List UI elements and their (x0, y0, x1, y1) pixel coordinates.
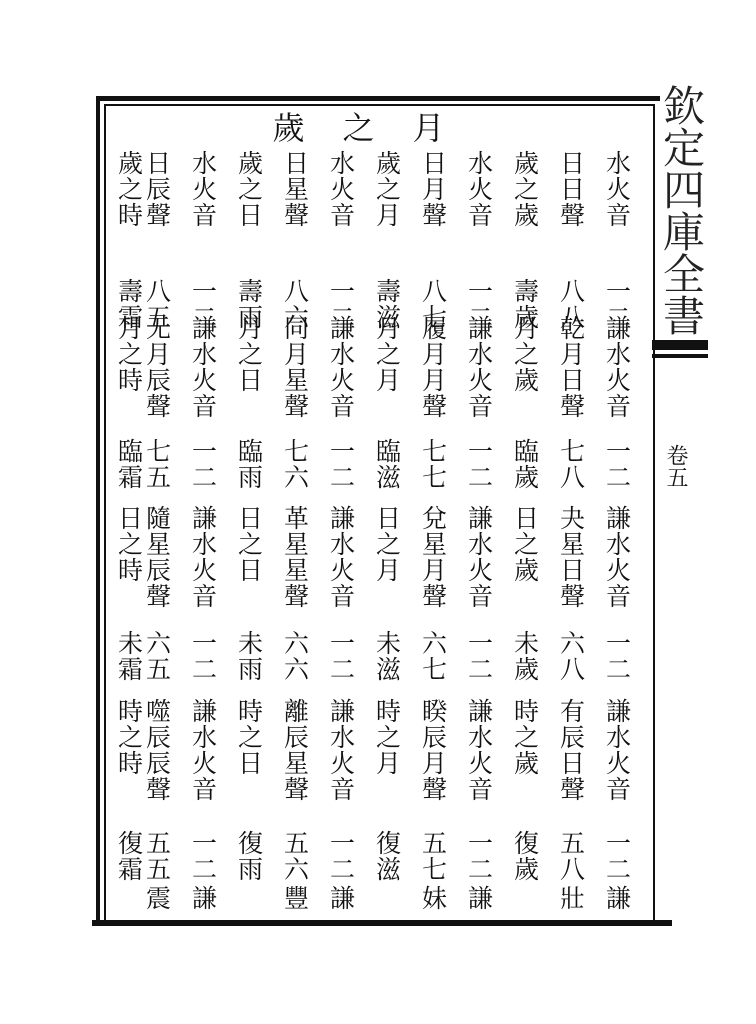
spine-title: 欽定四庫全書 (657, 84, 706, 336)
text-segment: 離辰星聲 (280, 698, 310, 802)
text-segment: 歲之日 (234, 150, 264, 228)
text-segment: 月之時 (114, 315, 144, 393)
text-segment: 日日聲 (556, 150, 586, 228)
text-segment: 謙水火音 (464, 505, 494, 609)
text-segment: 臨滋 (372, 438, 402, 490)
text-segment: 日之日 (234, 505, 264, 583)
text-segment: 七八 (556, 438, 586, 490)
text-segment: 八八 (556, 278, 586, 330)
text-segment: 六六 (280, 630, 310, 682)
text-segment: 一二 (464, 278, 494, 330)
page-spine (652, 84, 710, 924)
text-segment: 未霜 (114, 630, 144, 682)
text-segment: 時之日 (234, 698, 264, 776)
text-segment: 謙水火音 (188, 505, 218, 609)
text-segment: 時之月 (372, 698, 402, 776)
text-segment: 月之日 (234, 315, 264, 393)
page-bottom-rule (92, 920, 672, 926)
text-segment: 睽辰月聲 (418, 698, 448, 802)
text-segment: 歲之月 (372, 150, 402, 228)
text-segment: 兌星月聲 (418, 505, 448, 609)
text-segment: 歲之歲 (510, 150, 540, 228)
text-segment: 壯 (556, 885, 586, 911)
text-segment: 一二 (602, 438, 632, 490)
text-segment: 一二 (188, 438, 218, 490)
text-column (456, 150, 502, 910)
text-segment: 豐 (280, 885, 310, 911)
text-segment: 六七 (418, 630, 448, 682)
text-column (594, 150, 640, 910)
text-segment: 乾月日聲 (556, 315, 586, 419)
text-segment: 復霜 (114, 830, 144, 882)
text-column (318, 150, 364, 910)
text-segment: 无月辰聲 (142, 315, 172, 419)
text-segment: 日之月 (372, 505, 402, 583)
text-segment: 臨霜 (114, 438, 144, 490)
page-left-rule (96, 96, 100, 924)
text-segment: 履月月聲 (418, 315, 448, 419)
text-segment: 一二 (602, 630, 632, 682)
page-title: 歲之月 (272, 109, 483, 147)
text-segment: 六八 (556, 630, 586, 682)
text-segment: 六五 (142, 630, 172, 682)
text-segment: 日之歲 (510, 505, 540, 583)
text-segment: 壽霜 (114, 278, 144, 330)
text-segment: 一二 (464, 830, 494, 882)
text-column (548, 150, 594, 910)
text-segment: 復滋 (372, 830, 402, 882)
text-segment: 日月聲 (418, 150, 448, 228)
text-segment: 日之時 (114, 505, 144, 583)
text-segment: 謙 (602, 885, 632, 911)
text-segment: 時之歲 (510, 698, 540, 776)
text-segment: 水火音 (326, 150, 356, 228)
text-column (106, 150, 152, 910)
text-segment: 一二 (188, 278, 218, 330)
text-segment: 妹 (418, 885, 448, 911)
text-segment: 月之歲 (510, 315, 540, 393)
text-segment: 謙水火音 (602, 315, 632, 419)
text-segment: 謙水火音 (326, 505, 356, 609)
text-segment: 謙水火音 (602, 698, 632, 802)
text-segment: 日辰聲 (142, 150, 172, 228)
text-segment: 月之月 (372, 315, 402, 393)
text-segment: 謙水火音 (464, 315, 494, 419)
text-segment: 水火音 (602, 150, 632, 228)
text-segment: 謙水火音 (188, 315, 218, 419)
text-segment: 五六 (280, 830, 310, 882)
text-segment: 謙水火音 (188, 698, 218, 802)
text-segment: 水火音 (464, 150, 494, 228)
volume-label: 卷五 (663, 444, 688, 488)
text-segment: 七七 (418, 438, 448, 490)
text-segment: 一二 (326, 830, 356, 882)
text-segment: 七五 (142, 438, 172, 490)
text-segment: 一二 (326, 630, 356, 682)
text-column (272, 150, 318, 910)
text-segment: 時之時 (114, 698, 144, 776)
text-segment: 水火音 (188, 150, 218, 228)
text-segment: 歲之時 (114, 150, 144, 228)
text-segment: 一二 (188, 830, 218, 882)
text-segment: 謙 (464, 885, 494, 911)
text-segment: 五八 (556, 830, 586, 882)
text-segment: 謙水火音 (326, 315, 356, 419)
text-segment: 日星聲 (280, 150, 310, 228)
text-column (180, 150, 226, 910)
text-segment: 五五 (142, 830, 172, 882)
text-segment: 壽雨 (234, 278, 264, 330)
text-segment: 復歲 (510, 830, 540, 882)
text-segment: 八七 (418, 278, 448, 330)
text-segment: 壽歲 (510, 278, 540, 330)
text-column (410, 150, 456, 910)
text-segment: 謙水火音 (602, 505, 632, 609)
text-segment: 七六 (280, 438, 310, 490)
text-segment: 五七 (418, 830, 448, 882)
text-segment: 謙 (188, 885, 218, 911)
text-segment: 八五 (142, 278, 172, 330)
text-segment: 復雨 (234, 830, 264, 882)
text-segment: 一二 (326, 278, 356, 330)
text-segment: 一二 (464, 630, 494, 682)
text-segment: 夬星日聲 (556, 505, 586, 609)
text-segment: 謙水火音 (464, 698, 494, 802)
text-segment: 震 (142, 885, 172, 911)
text-segment: 一二 (326, 438, 356, 490)
page-top-rule (96, 96, 660, 101)
text-segment: 一二 (464, 438, 494, 490)
text-segment: 未歲 (510, 630, 540, 682)
text-segment: 同月星聲 (280, 315, 310, 419)
text-segment: 未滋 (372, 630, 402, 682)
text-segment: 一二 (602, 830, 632, 882)
text-segment: 臨歲 (510, 438, 540, 490)
text-segment: 一二 (188, 630, 218, 682)
text-column (364, 150, 410, 910)
spine-fish-tail (652, 340, 708, 350)
text-segment: 有辰日聲 (556, 698, 586, 802)
text-segment: 謙 (326, 885, 356, 911)
spine-rule (652, 354, 708, 358)
text-column (226, 150, 272, 910)
text-segment: 臨雨 (234, 438, 264, 490)
text-segment: 未雨 (234, 630, 264, 682)
text-segment: 八六 (280, 278, 310, 330)
text-segment: 一二 (602, 278, 632, 330)
text-segment: 壽滋 (372, 278, 402, 330)
text-segment: 革星星聲 (280, 505, 310, 609)
text-segment: 謙水火音 (326, 698, 356, 802)
text-segment: 隨星辰聲 (142, 505, 172, 609)
text-column (502, 150, 548, 910)
text-segment: 噬辰辰聲 (142, 698, 172, 802)
